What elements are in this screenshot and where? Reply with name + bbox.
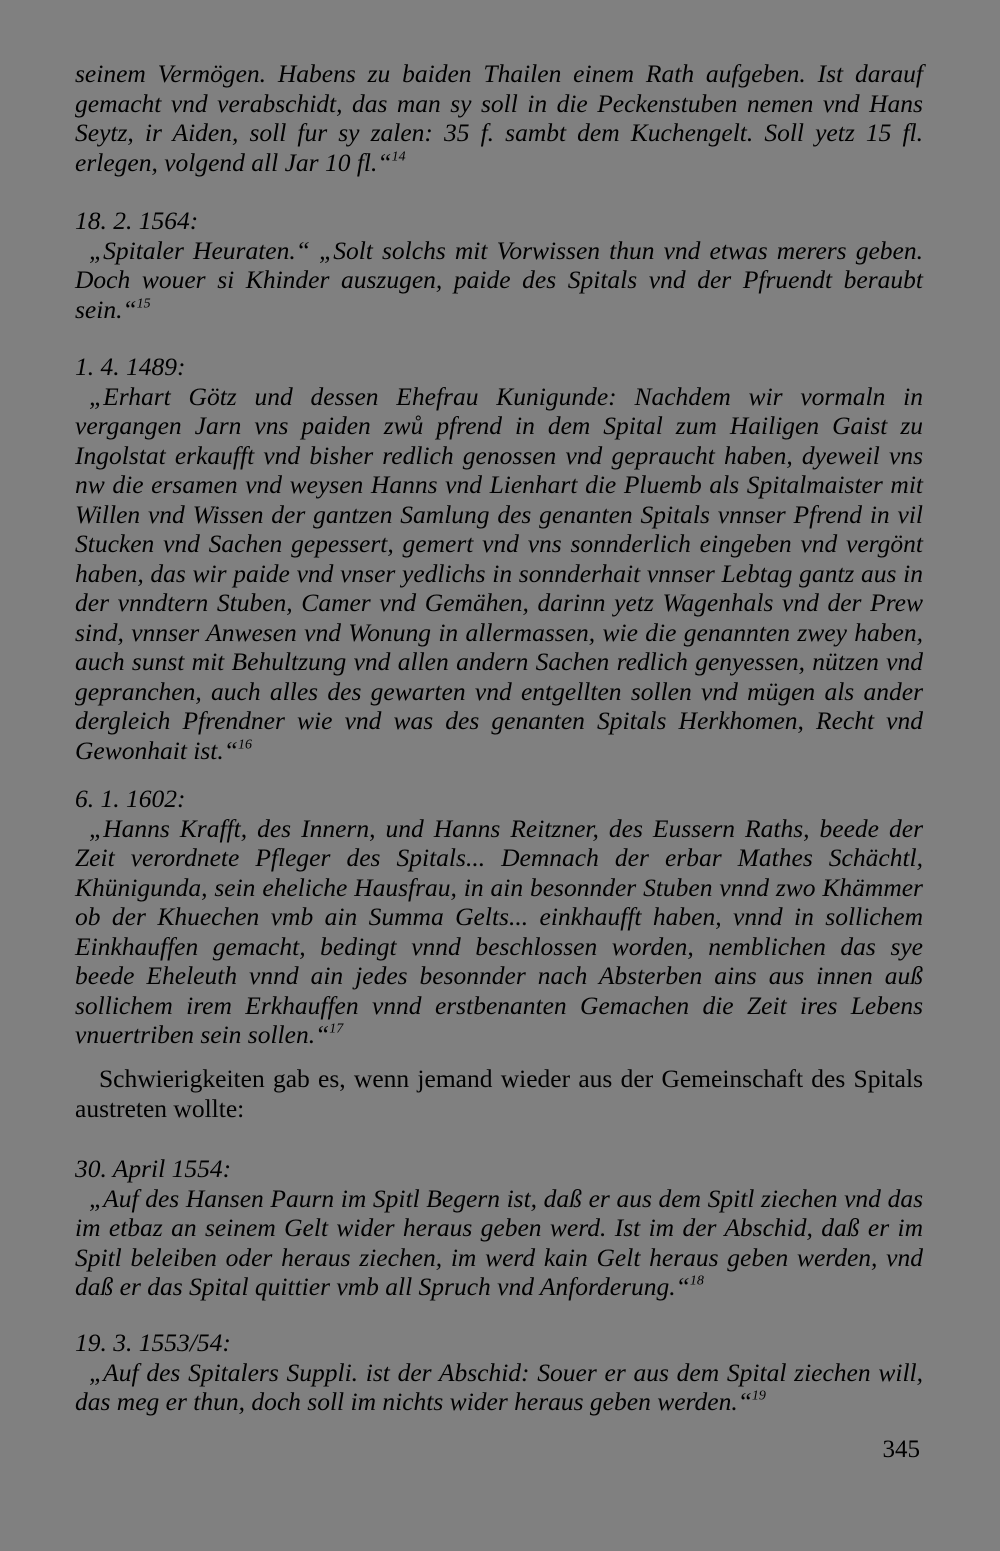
entry-date: 19. 3. 1553/54: — [75, 1328, 231, 1357]
footnote-ref: 16 — [237, 736, 252, 752]
quote-text: seinem Vermögen. Habens zu baiden Thailen einem Rath aufgeben. Ist darauf gemacht vnd verabschidt, das man sy soll in die Peckenstuben nemen vnd Hans Seytz, ir Aiden, soll fur sy zalen: 35 f. sambt dem Kuchengelt. Soll yetz 15 fl. erlegen, volgend all Jar 10 fl.“$^{14}$ — [75, 59, 923, 177]
entry-1489 — [75, 352, 923, 765]
page-number: 345 — [882, 1436, 920, 1463]
entry-date: 18. 2. 1564: — [75, 206, 199, 235]
quote-text: „Erhart Götz und dessen Ehefrau Kunigunde: Nachdem wir vormaln in vergangen Jarn vns paiden zwů pfrend in dem Spital zum Hailigen Gaist zu Ingolstat erkaufft vnd bisher redlich genossen vnd gepraucht haben, dyeweil vns nw die ersamen vnd weysen Hanns vnd Lienhart die Pluemb als Spitalmaister mit Willen vnd Wissen der gantzen Samlung des genanten Spitals vnnser Pfrend in vil Stucken vnd Sachen gepessert, gemert vnd vns sonnderlich eingeben vnd vergönt haben, das wir paide vnd vnser yedlichs in sonnderhait vnnser Lebtag gantz aus in der vnndtern Stuben, Camer vnd Gemähen, darinn yetz Wagenhals vnd der Prew sind, vnnser Anwesen vnd Wonung in allermassen, wie die genannten zwey haben, auch sunst mit Behultzung vnd allen andern Sachen redlich genyessen, nützen vnd gepranchen, auch alles des gewarten vnd entgellten sollen vnd mügen als ander dergleich Pfrendner wie vnd was des genanten Spitals Herkhomen, Recht vnd Gewonhait ist.“$^{16}$ — [75, 381, 923, 765]
entry-1554 — [75, 1154, 923, 1302]
entry-1602 — [75, 784, 923, 1050]
entry-1553 — [75, 1328, 923, 1417]
footnote-ref: 14 — [391, 148, 406, 164]
quote-text: „Hanns Krafft, des Innern, und Hanns Reitzner, des Eussern Raths, beede der Zeit verordnete Pfleger des Spitals... Demnach der erbar Mathes Schächtl, Khünigunda, sein eheliche Hausfrau, in ain besonnder Stuben vnnd zwo Khämmer ob der Khuechen vmb ain Summa Gelts... einkhaufft haben, vnnd in sollichem Einkhauffen gemacht, bedingt vnnd beschlossen worden, nemblichen das sye beede Eheleuth vnnd ain jedes besonnder nach Absterben ains aus innen auß sollichem irem Erkhauffen vnnd erstbenanten Gemachen die Zeit ires Lebens vnuertriben sein sollen.“$^{17}$ — [75, 813, 923, 1049]
quote-text: „Spitaler Heuraten.“ „Solt solchs mit Vorwissen thun vnd etwas merers geben. Doch wouer si Khinder auszugen, paide des Spitals vnd der Pfruendt beraubt sein.“$^{15}$ — [75, 235, 923, 324]
footnote-ref: 19 — [751, 1388, 766, 1404]
quote-text: „Auf des Spitalers Suppli. ist der Abschid: Souer er aus dem Spital ziechen will, das meg er thun, doch soll im nichts wider heraus geben werden.“$^{19}$ — [75, 1357, 923, 1416]
body-section — [75, 1064, 923, 1123]
body-paragraph: Schwierigkeiten gab es, wenn jemand wieder aus der Gemeinschaft des Spitals austreten wollte: — [75, 1064, 923, 1123]
entry-date: 6. 1. 1602: — [75, 784, 186, 813]
entry-date: 30. April 1554: — [75, 1154, 232, 1183]
quote-text: „Auf des Hansen Paurn im Spitl Begern ist, daß er aus dem Spitl ziechen vnd das im etbaz an seinem Gelt wider heraus geben werd. Ist im der Abschid, daß er im Spitl beleiben oder heraus ziechen, im werd kain Gelt heraus geben werden, vnd daß er das Spital quittier vmb all Spruch vnd Anforderung.“$^{18}$ — [75, 1183, 923, 1301]
footnote-ref: 17 — [329, 1021, 344, 1037]
intro-fragment — [75, 59, 923, 177]
entry-1564 — [75, 206, 923, 324]
entry-date: 1. 4. 1489: — [75, 352, 186, 381]
footnote-ref: 18 — [689, 1273, 704, 1289]
footnote-ref: 15 — [136, 295, 151, 311]
